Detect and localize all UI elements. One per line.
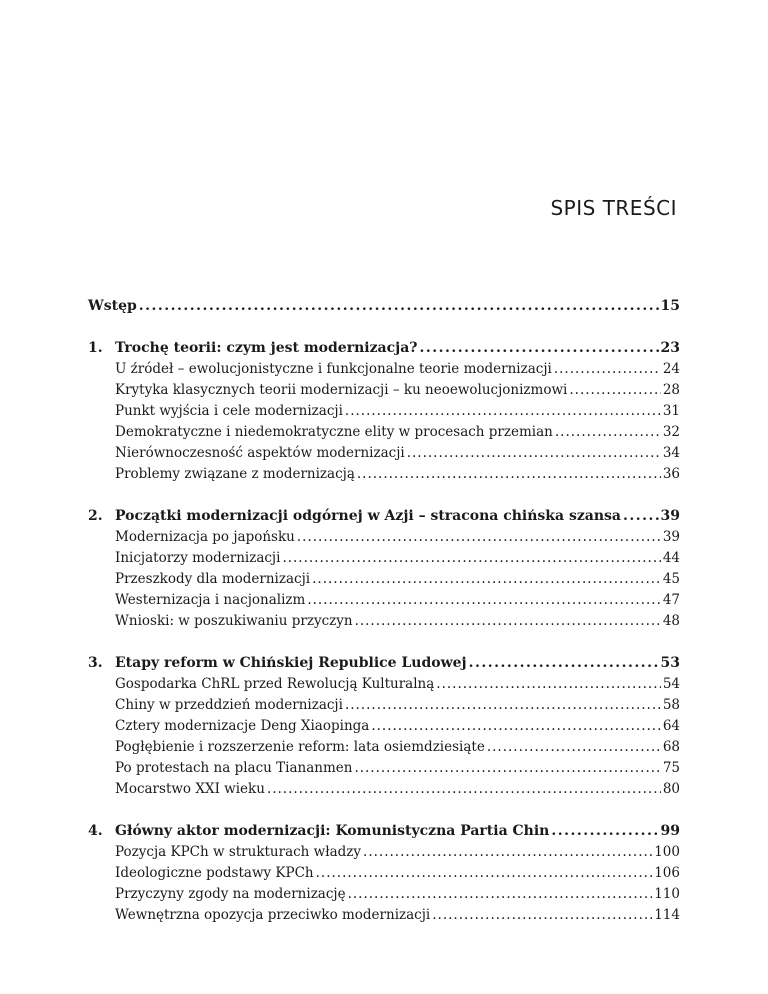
toc-section[interactable] <box>88 592 680 613</box>
toc-page-number: 80 <box>662 781 680 797</box>
toc-page-number: 28 <box>662 382 680 398</box>
toc-page-number: 99 <box>660 823 680 839</box>
spacer <box>88 802 680 823</box>
section-title: Gospodarka ChRL przed Rewolucją Kulturalną <box>115 676 435 692</box>
toc-section[interactable] <box>88 718 680 739</box>
toc-page-number: 34 <box>662 445 680 461</box>
toc-section[interactable] <box>88 529 680 550</box>
toc-page-number: 110 <box>654 886 680 902</box>
section-title: Chiny w przeddzień modernizacji <box>115 697 343 713</box>
toc-page-number: 36 <box>662 466 680 482</box>
dot-leader <box>267 781 661 797</box>
toc-section[interactable] <box>88 571 680 592</box>
section-title: Po protestach na placu Tiananmen <box>115 760 353 776</box>
section-title: Cztery modernizacje Deng Xiaopinga <box>115 718 370 734</box>
dot-leader <box>297 529 661 545</box>
dot-leader <box>554 361 661 377</box>
section-title: Mocarstwo XXI wieku <box>115 781 265 797</box>
dot-leader <box>469 655 659 671</box>
toc-page-number: 48 <box>662 613 680 629</box>
dot-leader <box>371 718 660 734</box>
table-of-contents <box>88 298 680 928</box>
section-title: Przyczyny zgody na modernizację <box>115 886 346 902</box>
section-title: Westernizacja i nacjonalizm <box>115 592 306 608</box>
dot-leader <box>345 403 661 419</box>
dot-leader <box>407 445 661 461</box>
toc-entry-intro[interactable] <box>88 298 680 319</box>
dot-leader <box>282 550 660 566</box>
section-title: Krytyka klasycznych teorii modernizacji – ku neoewolucjonizmowi <box>115 382 568 398</box>
toc-page-number: 114 <box>654 907 680 923</box>
toc-section[interactable] <box>88 844 680 865</box>
section-title: Problemy związane z modernizacją <box>115 466 355 482</box>
section-title: Przeszkody dla modernizacji <box>115 571 311 587</box>
section-title: U źródeł – ewolucjonistyczne i funkcjonalne teorie modernizacji <box>115 361 552 377</box>
dot-leader <box>348 886 653 902</box>
toc-page-number: 100 <box>654 844 680 860</box>
dot-leader <box>312 571 661 587</box>
dot-leader <box>363 844 652 860</box>
dot-leader <box>354 760 660 776</box>
section-title: Punkt wyjścia i cele modernizacji <box>115 403 343 419</box>
toc-chapter-2[interactable] <box>88 508 680 529</box>
toc-page-number: 45 <box>662 571 680 587</box>
toc-section[interactable] <box>88 424 680 445</box>
dot-leader <box>419 340 658 356</box>
toc-section[interactable] <box>88 886 680 907</box>
toc-page-number: 15 <box>660 298 680 314</box>
toc-page-number: 64 <box>662 718 680 734</box>
toc-section[interactable] <box>88 445 680 466</box>
toc-chapter-4[interactable] <box>88 823 680 844</box>
chapter-title: Początki modernizacji odgórnej w Azji – stracona chińska szansa <box>115 508 621 524</box>
toc-page-number: 39 <box>662 529 680 545</box>
toc-entry-label: Wstęp <box>88 298 137 314</box>
toc-section[interactable] <box>88 466 680 487</box>
toc-section[interactable] <box>88 382 680 403</box>
toc-page-number: 68 <box>662 739 680 755</box>
toc-page-number: 31 <box>662 403 680 419</box>
dot-leader <box>316 865 653 881</box>
toc-page-number: 32 <box>662 424 680 440</box>
dot-leader <box>487 739 661 755</box>
toc-section[interactable] <box>88 907 680 928</box>
section-title: Modernizacja po japońsku <box>115 529 295 545</box>
toc-page-number: 54 <box>662 676 680 692</box>
dot-leader <box>436 676 661 692</box>
toc-section[interactable] <box>88 760 680 781</box>
toc-page-number: 39 <box>660 508 680 524</box>
dot-leader <box>432 907 652 923</box>
toc-section[interactable] <box>88 697 680 718</box>
toc-section[interactable] <box>88 613 680 634</box>
chapter-title: Trochę teorii: czym jest modernizacja? <box>115 340 418 356</box>
toc-section[interactable] <box>88 739 680 760</box>
section-title: Wnioski: w poszukiwaniu przyczyn <box>115 613 353 629</box>
toc-page-number: 24 <box>662 361 680 377</box>
dot-leader <box>623 508 659 524</box>
dot-leader <box>355 613 661 629</box>
dot-leader <box>357 466 661 482</box>
chapter-title: Główny aktor modernizacji: Komunistyczna Partia Chin <box>115 823 550 839</box>
section-title: Ideologiczne podstawy KPCh <box>115 865 314 881</box>
spacer <box>88 319 680 340</box>
dot-leader <box>555 424 661 440</box>
chapter-title: Etapy reform w Chińskiej Republice Ludowej <box>115 655 467 671</box>
chapter-number: 2. <box>88 508 103 524</box>
toc-page-number: 44 <box>662 550 680 566</box>
chapter-number: 1. <box>88 340 103 356</box>
toc-chapter-3[interactable] <box>88 655 680 676</box>
section-title: Demokratyczne i niedemokratyczne elity w procesach przemian <box>115 424 553 440</box>
chapter-number: 4. <box>88 823 103 839</box>
section-title: Nierównoczesność aspektów modernizacji <box>115 445 405 461</box>
toc-section[interactable] <box>88 865 680 886</box>
section-title: Pozycja KPCh w strukturach władzy <box>115 844 362 860</box>
toc-section[interactable] <box>88 550 680 571</box>
toc-page-number: 75 <box>662 760 680 776</box>
toc-section[interactable] <box>88 361 680 382</box>
section-title: Pogłębienie i rozszerzenie reform: lata osiemdziesiąte <box>115 739 485 755</box>
dot-leader <box>307 592 660 608</box>
dot-leader <box>551 823 658 839</box>
toc-section[interactable] <box>88 403 680 424</box>
toc-page-number: 53 <box>660 655 680 671</box>
section-title: Inicjatorzy modernizacji <box>115 550 281 566</box>
spacer <box>88 634 680 655</box>
toc-section[interactable] <box>88 781 680 802</box>
dot-leader <box>139 298 659 314</box>
dot-leader <box>345 697 661 713</box>
chapter-number: 3. <box>88 655 103 671</box>
section-title: Wewnętrzna opozycja przeciwko modernizacji <box>115 907 431 923</box>
page-title: SPIS TREŚCI <box>550 196 677 220</box>
toc-section[interactable] <box>88 676 680 697</box>
spacer <box>88 487 680 508</box>
toc-page-number: 23 <box>660 340 680 356</box>
toc-page-number: 58 <box>662 697 680 713</box>
toc-page-number: 47 <box>662 592 680 608</box>
dot-leader <box>569 382 660 398</box>
toc-chapter-1[interactable] <box>88 340 680 361</box>
toc-page-number: 106 <box>654 865 680 881</box>
